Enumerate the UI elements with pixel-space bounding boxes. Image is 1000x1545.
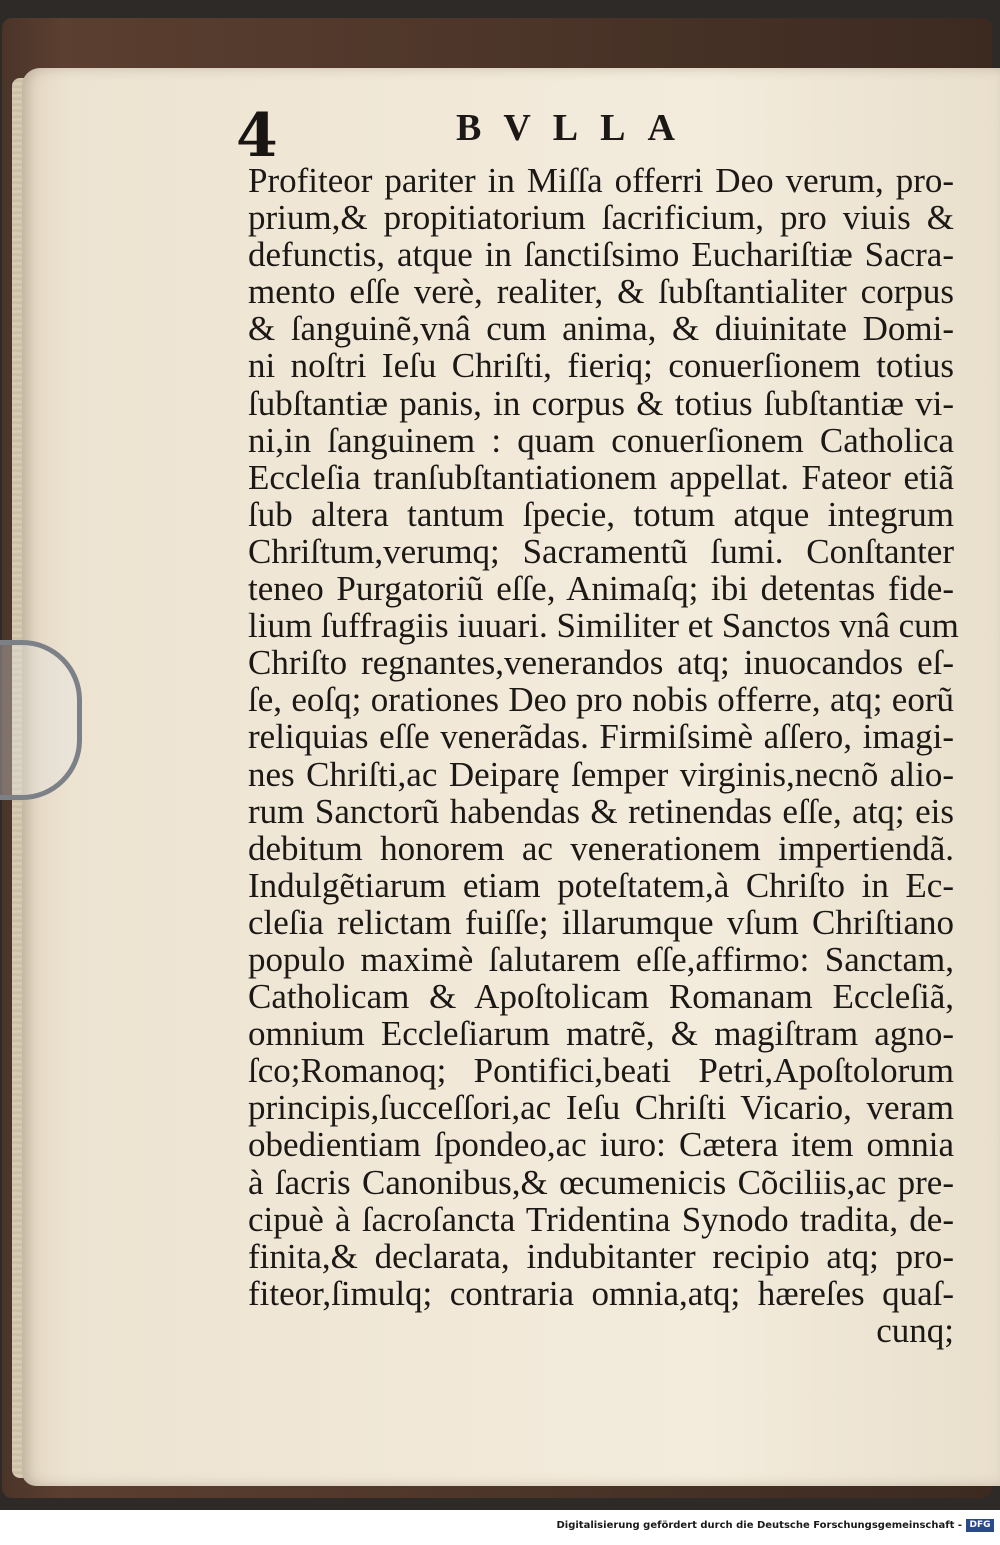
binding-clasp xyxy=(0,640,82,800)
text-line: mento eſſe verè, realiter, & ſubſtantialiter corpus xyxy=(248,272,954,312)
text-line: ſub altera tantum ſpecie, totum atque integrum xyxy=(248,494,954,534)
funding-credit: Digitalisierung gefördert durch die Deutsche Forschungsgemeinschaft - xyxy=(556,1520,962,1531)
text-line: Catholicam & Apoſtolicam Romanam Eccleſiã, xyxy=(248,977,954,1017)
text-line: principis,ſucceſſori,ac Ieſu Chriſti Vicario, veram xyxy=(248,1088,954,1128)
body-text xyxy=(248,161,959,1350)
text-line: Profiteor pariter in Miſſa offerri Deo verum, pro- xyxy=(248,161,954,200)
dfg-logo: DFG xyxy=(966,1519,994,1532)
catchword: cunq; xyxy=(876,1310,954,1350)
text-line: lium ſuffragiis iuuari. Similiter et Sanctos vnâ cum xyxy=(248,606,959,646)
text-line: Chriſto regnantes,venerandos atq; inuocandos eſ- xyxy=(248,643,954,683)
text-line: cipuè à ſacroſancta Tridentina Synodo tradita, de- xyxy=(248,1199,954,1239)
text-line: omnium Eccleſiarum matrẽ, & magiſtram agno- xyxy=(248,1014,954,1054)
page-number: 4 xyxy=(236,101,278,171)
text-line: prium,& propitiatorium ſacrificium, pro viuis & xyxy=(248,198,954,238)
text-line: cleſia relictam fuiſſe; illarumque vſum Chriſtiano xyxy=(248,902,954,942)
running-head: BVLLA xyxy=(456,107,697,149)
text-line: ſco;Romanoq; Pontifici,beati Petri,Apoſtolorum xyxy=(248,1051,954,1091)
text-line: reliquias eſſe venerãdas. Firmiſsimè aſſero, imagi- xyxy=(248,717,954,757)
page-header xyxy=(230,100,970,171)
text-line: nes Chriſti,ac Deiparę ſemper virginis,necnõ alio- xyxy=(248,754,954,794)
text-line: Chriſtum,verumq; Sacramentũ ſumi. Conſtanter xyxy=(248,531,954,571)
text-line: & ſanguinẽ,vnâ cum anima, & diuinitate Domi- xyxy=(248,309,954,349)
text-line: debitum honorem ac venerationem impertiendã. xyxy=(248,828,954,868)
text-line: obedientiam ſpondeo,ac iuro: Cætera item omnia xyxy=(248,1125,954,1165)
text-line: fiteor,ſimulq; contraria omnia,atq; hæreſes quaſ- xyxy=(248,1273,954,1313)
text-line: ni,in ſanguinem : quam conuerſionem Catholica xyxy=(248,420,954,460)
text-line: rum Sanctorũ habendas & retinendas eſſe, atq; eis xyxy=(248,791,954,831)
text-line: ni noſtri Ieſu Chriſti, fieriq; conuerſionem totius xyxy=(248,346,954,386)
text-line: defunctis, atque in ſanctiſsimo Euchariſtiæ Sacra- xyxy=(248,235,954,275)
text-line: à ſacris Canonibus,& œcumenicis Cõciliis,ac pre- xyxy=(248,1162,954,1202)
text-line: populo maximè ſalutarem eſſe,affirmo: Sanctam, xyxy=(248,939,954,979)
text-line: teneo Purgatoriũ eſſe, Animaſq; ibi detentas fide- xyxy=(248,569,954,609)
digitization-footer xyxy=(0,1510,1000,1545)
text-line: Indulgẽtiarum etiam poteſtatem,à Chriſto in Ec- xyxy=(248,865,954,905)
text-line: ſubſtantiæ panis, in corpus & totius ſubſtantiæ vi- xyxy=(248,383,954,423)
text-line: Eccleſia tranſubſtantiationem appellat. Fateor etiã xyxy=(248,457,954,497)
text-line: finita,& declarata, indubitanter recipio atq; pro- xyxy=(248,1236,954,1276)
text-line: ſe, eoſq; orationes Deo pro nobis offerre, atq; eorũ xyxy=(248,680,954,720)
